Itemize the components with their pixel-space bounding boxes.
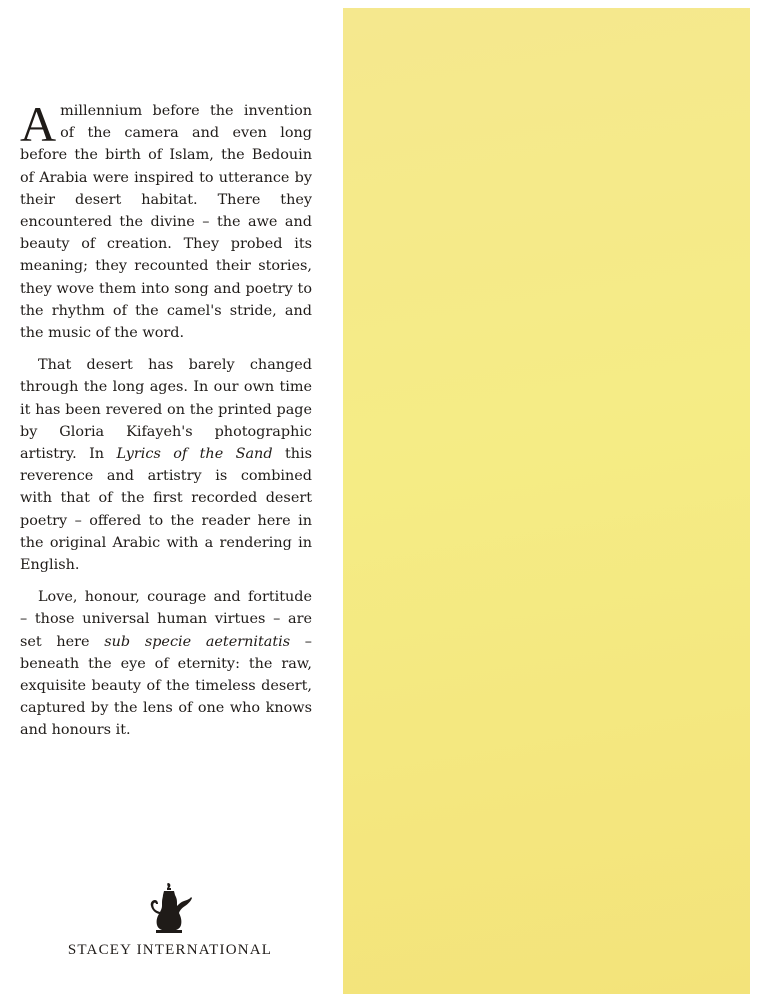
latin-phrase: sub specie aeternitatis	[104, 633, 291, 650]
drop-cap: A	[20, 96, 57, 152]
publisher-block	[52, 882, 288, 959]
paragraph-2	[20, 354, 312, 576]
blurb-text	[20, 96, 312, 752]
paragraph-1-text: millennium before the invention of the camera and even long before the birth of Islam, the Bedouin of Arabia were inspired to utterance by their desert habitat. There they encountered the divine – the awe and beauty of creation. They probed its meaning; they recounted their stories, they wove them into song and poetry to the rhythm of the camel's stride, and the music of the word.	[20, 103, 312, 342]
paragraph-3	[20, 586, 312, 741]
paragraph-3-text-b: – beneath the eye of eternity: the raw, exquisite beauty of the timeless desert, captured by the lens of one who knows and honours it.	[20, 633, 312, 739]
paragraph-2-text-b: this reverence and artistry is combined with that of the first recorded desert poetry – offered to the reader here in the original Arabic with a rendering in English.	[20, 446, 312, 574]
yellow-panel	[343, 8, 750, 994]
publisher-name: STACEY INTERNATIONAL	[67, 942, 273, 958]
book-title: Lyrics of the Sand	[116, 446, 273, 463]
paragraph-2-text-a: That desert has barely changed through the long ages. In our own time it has been revered on the printed page by Gloria Kifayeh's photographic artistry. In	[20, 357, 312, 463]
paragraph-3-text-a: Love, honour, courage and fortitude – those universal human virtues – are set here	[20, 589, 312, 650]
paragraph-1	[20, 96, 312, 344]
coffee-pot-logo-icon	[147, 882, 193, 934]
